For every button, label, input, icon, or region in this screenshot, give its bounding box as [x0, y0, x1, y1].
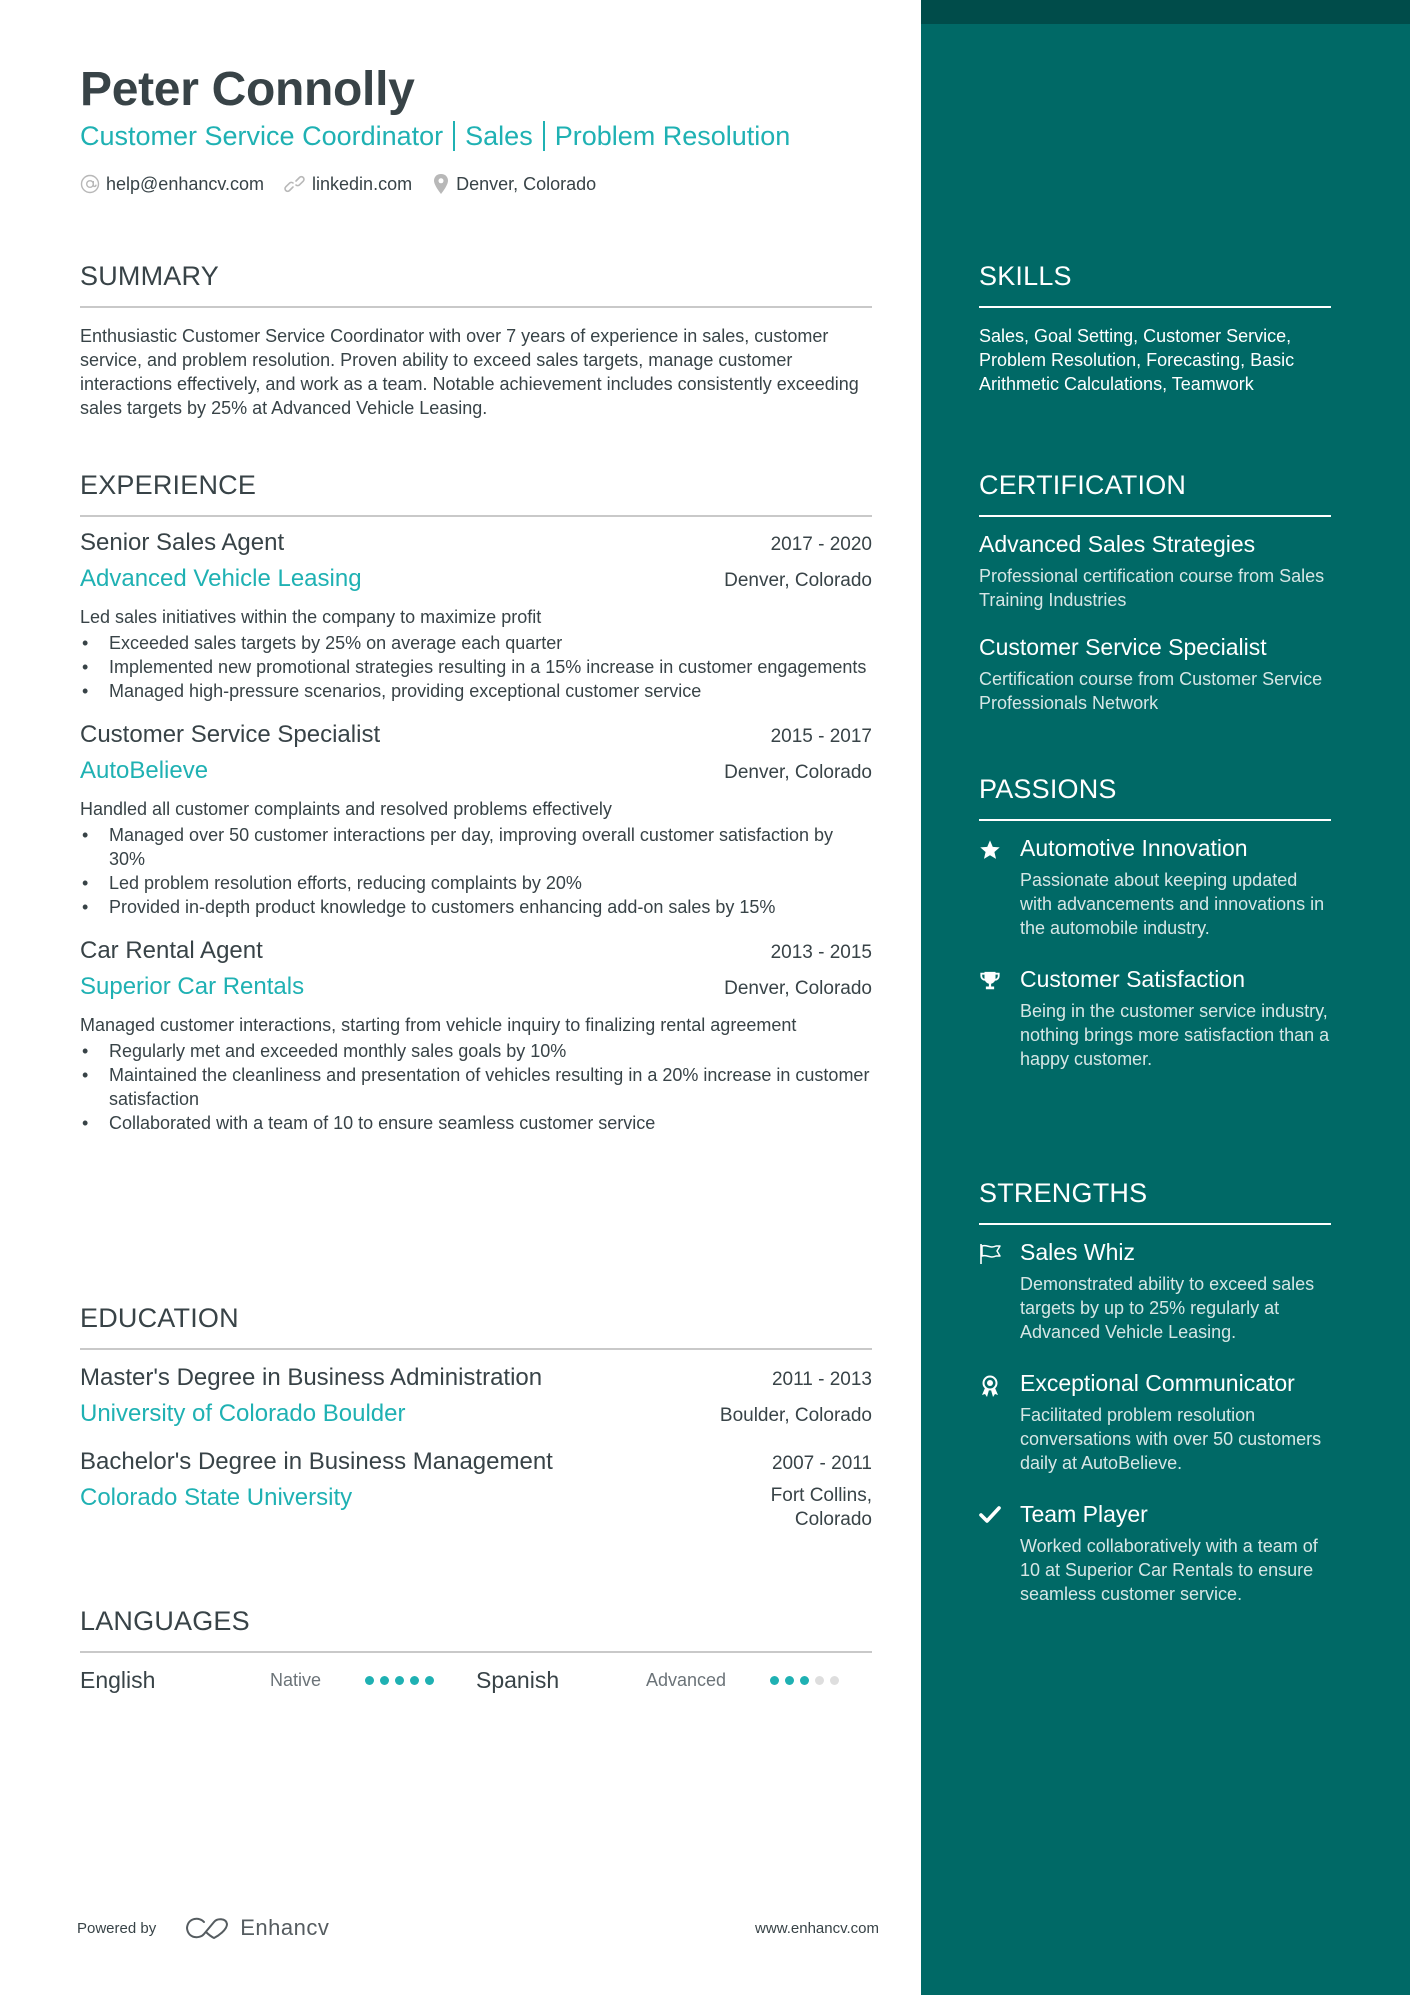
strength-title: Exceptional Communicator — [1020, 1370, 1295, 1396]
powered-by-label: Powered by — [77, 1919, 157, 1937]
bullet-item: • Provided in-depth product knowledge to customers enhancing add-on sales by 15% — [80, 895, 872, 919]
job-dates: 2015 - 2017 — [770, 726, 872, 747]
dot-filled — [410, 1676, 419, 1685]
bullet-item: • Led problem resolution efforts, reducing complaints by 20% — [80, 871, 872, 895]
strength-description: Facilitated problem resolution conversations with over 50 customers daily at AutoBelieve. — [1020, 1405, 1322, 1473]
strength-title: Sales Whiz — [1020, 1239, 1136, 1265]
school-name: Colorado State University — [80, 1484, 353, 1511]
checkmark-icon — [979, 1501, 1020, 1606]
brand-name: Enhancv — [240, 1915, 330, 1940]
candidate-name: Peter Connolly — [80, 63, 415, 116]
strength-title: Team Player — [1020, 1501, 1148, 1527]
section-divider — [979, 819, 1331, 821]
job-description: Handled all customer complaints and resolved problems effectively — [80, 799, 612, 819]
strength-description: Demonstrated ability to exceed sales targets by up to 25% regularly at Advanced Vehicle Leasing. — [1020, 1274, 1315, 1342]
job-bullets — [80, 823, 872, 919]
section-title: PASSIONS — [979, 774, 1117, 804]
divider — [543, 121, 545, 151]
contact-location — [432, 173, 596, 195]
language-item — [80, 1667, 476, 1694]
section-divider — [979, 306, 1331, 308]
passions-section — [979, 774, 1331, 1071]
website-link[interactable]: www.enhancv.com — [755, 1919, 879, 1937]
education-entry — [80, 1448, 872, 1532]
certification-item — [979, 531, 1331, 612]
job-dates: 2013 - 2015 — [770, 942, 872, 963]
location-pin-icon — [432, 173, 450, 195]
section-divider — [80, 306, 872, 308]
contact-info — [80, 173, 616, 195]
job-location: Denver, Colorado — [724, 762, 872, 783]
at-icon — [80, 174, 100, 194]
language-level: Advanced — [646, 1670, 727, 1690]
contact-linkedin-text: linkedin.com — [312, 173, 413, 194]
job-bullets — [80, 631, 872, 703]
bullet-item: • Managed high-pressure scenarios, providing exceptional customer service — [80, 679, 872, 703]
section-title: CERTIFICATION — [979, 470, 1187, 500]
strength-item — [979, 1239, 1331, 1344]
footer — [77, 1915, 879, 1941]
degree: Bachelor's Degree in Business Management — [80, 1448, 553, 1475]
language-name: English — [80, 1667, 156, 1693]
headline-part: Sales — [465, 121, 533, 151]
education-location: Fort Collins, Colorado — [770, 1485, 872, 1530]
education-section — [80, 1303, 872, 1532]
summary-section — [80, 261, 872, 420]
section-title: EDUCATION — [80, 1303, 239, 1333]
job-title: Car Rental Agent — [80, 937, 263, 964]
passion-title: Automotive Innovation — [1020, 835, 1248, 861]
job-description: Managed customer interactions, starting from vehicle inquiry to finalizing rental agreement — [80, 1015, 797, 1035]
strength-description: Worked collaboratively with a team of 10 at Superior Car Rentals to ensure seamless customer service. — [1020, 1536, 1318, 1604]
certification-description: Professional certification course from Sales Training Industries — [979, 566, 1325, 610]
dot-filled — [770, 1676, 779, 1685]
summary-text: Enthusiastic Customer Service Coordinator with over 7 years of experience in sales, customer service, and problem resolution. Proven ability to exceed sales targets, manage customer interactions effectively, and work as a team. Notable achievement includes consistently exceeding sales targets by 25% at Advanced Vehicle Leasing. — [80, 326, 859, 418]
dot-filled — [785, 1676, 794, 1685]
dot-filled — [800, 1676, 809, 1685]
language-name: Spanish — [476, 1667, 560, 1693]
section-divider — [979, 1223, 1331, 1225]
dot-filled — [425, 1676, 434, 1685]
contact-email-text: help@enhancv.com — [106, 173, 265, 194]
link-icon — [284, 174, 306, 194]
job-location: Denver, Colorado — [724, 978, 872, 999]
certification-section — [979, 470, 1331, 715]
section-divider — [80, 1348, 872, 1350]
proficiency-dots — [770, 1676, 845, 1685]
section-title: LANGUAGES — [80, 1606, 250, 1636]
job-title: Customer Service Specialist — [80, 721, 381, 748]
star-icon — [979, 835, 1020, 940]
section-title: EXPERIENCE — [80, 470, 257, 500]
powered-by — [77, 1915, 329, 1941]
job-description: Led sales initiatives within the company to maximize profit — [80, 607, 542, 627]
skills-list: Sales, Goal Setting, Customer Service, Problem Resolution, Forecasting, Basic Arithmetic Calculations, Teamwork — [979, 326, 1295, 394]
job-entry — [80, 721, 872, 919]
certification-name: Customer Service Specialist — [979, 634, 1267, 660]
section-divider — [979, 515, 1331, 517]
bullet-item: • Exceeded sales targets by 25% on average each quarter — [80, 631, 872, 655]
strength-item — [979, 1370, 1331, 1475]
section-title: SKILLS — [979, 261, 1072, 291]
education-dates: 2011 - 2013 — [771, 1369, 872, 1390]
job-bullets — [80, 1039, 872, 1135]
job-location: Denver, Colorado — [724, 570, 872, 591]
flag-icon — [979, 1239, 1020, 1344]
job-dates: 2017 - 2020 — [770, 534, 872, 555]
contact-email[interactable] — [80, 174, 264, 195]
job-entry — [80, 937, 872, 1135]
experience-section — [80, 470, 872, 1135]
dot-filled — [380, 1676, 389, 1685]
trophy-icon — [979, 966, 1020, 1071]
bullet-item: • Managed over 50 customer interactions per day, improving overall customer satisfaction by 30% — [80, 823, 872, 871]
company-name: Advanced Vehicle Leasing — [80, 565, 362, 592]
contact-linkedin[interactable] — [284, 174, 412, 195]
education-location: Boulder, Colorado — [719, 1405, 872, 1426]
enhancv-logo-icon — [184, 1916, 230, 1940]
job-entry — [80, 529, 872, 703]
headline-part: Problem Resolution — [554, 121, 791, 151]
passion-item — [979, 835, 1331, 940]
headline-part: Customer Service Coordinator — [80, 121, 444, 151]
passion-description: Passionate about keeping updated with advancements and innovations in the automobile industry. — [1020, 870, 1325, 938]
strength-item — [979, 1501, 1331, 1606]
education-dates: 2007 - 2011 — [771, 1453, 872, 1474]
section-divider — [80, 515, 872, 517]
proficiency-dots — [365, 1676, 440, 1685]
passion-item — [979, 966, 1331, 1071]
sidebar — [921, 0, 1410, 1995]
dot-empty — [815, 1676, 824, 1685]
degree: Master's Degree in Business Administration — [80, 1364, 543, 1391]
skills-section — [979, 261, 1331, 396]
brand-logo[interactable] — [184, 1915, 329, 1941]
section-divider — [80, 1651, 872, 1653]
medal-icon — [979, 1370, 1020, 1475]
certification-description: Certification course from Customer Service Professionals Network — [979, 669, 1323, 713]
bullet-item: • Collaborated with a team of 10 to ensure seamless customer service — [80, 1111, 872, 1135]
certification-name: Advanced Sales Strategies — [979, 531, 1256, 557]
passion-title: Customer Satisfaction — [1020, 966, 1245, 992]
strengths-section — [979, 1178, 1331, 1606]
languages-section — [80, 1606, 872, 1694]
bullet-item: • Implemented new promotional strategies resulting in a 15% increase in customer engagements — [80, 655, 872, 679]
passion-description: Being in the customer service industry, nothing brings more satisfaction than a happy customer. — [1020, 1001, 1330, 1069]
divider — [453, 121, 455, 151]
section-title: STRENGTHS — [979, 1178, 1148, 1208]
headline — [80, 121, 790, 152]
dot-filled — [395, 1676, 404, 1685]
dot-empty — [830, 1676, 839, 1685]
education-entry — [80, 1364, 872, 1428]
bullet-item: • Regularly met and exceeded monthly sales goals by 10% — [80, 1039, 872, 1063]
bullet-item: • Maintained the cleanliness and presentation of vehicles resulting in a 20% increase in customer satisfaction — [80, 1063, 872, 1111]
language-level: Native — [270, 1670, 322, 1690]
company-name: AutoBelieve — [80, 757, 209, 784]
dot-filled — [365, 1676, 374, 1685]
certification-item — [979, 634, 1331, 715]
contact-location-text: Denver, Colorado — [456, 173, 597, 194]
languages-list — [80, 1667, 872, 1694]
sidebar-top-band — [921, 0, 1410, 24]
language-item — [476, 1667, 872, 1694]
section-title: SUMMARY — [80, 261, 219, 291]
company-name: Superior Car Rentals — [80, 973, 305, 1000]
school-name: University of Colorado Boulder — [80, 1400, 406, 1427]
job-title: Senior Sales Agent — [80, 529, 285, 556]
